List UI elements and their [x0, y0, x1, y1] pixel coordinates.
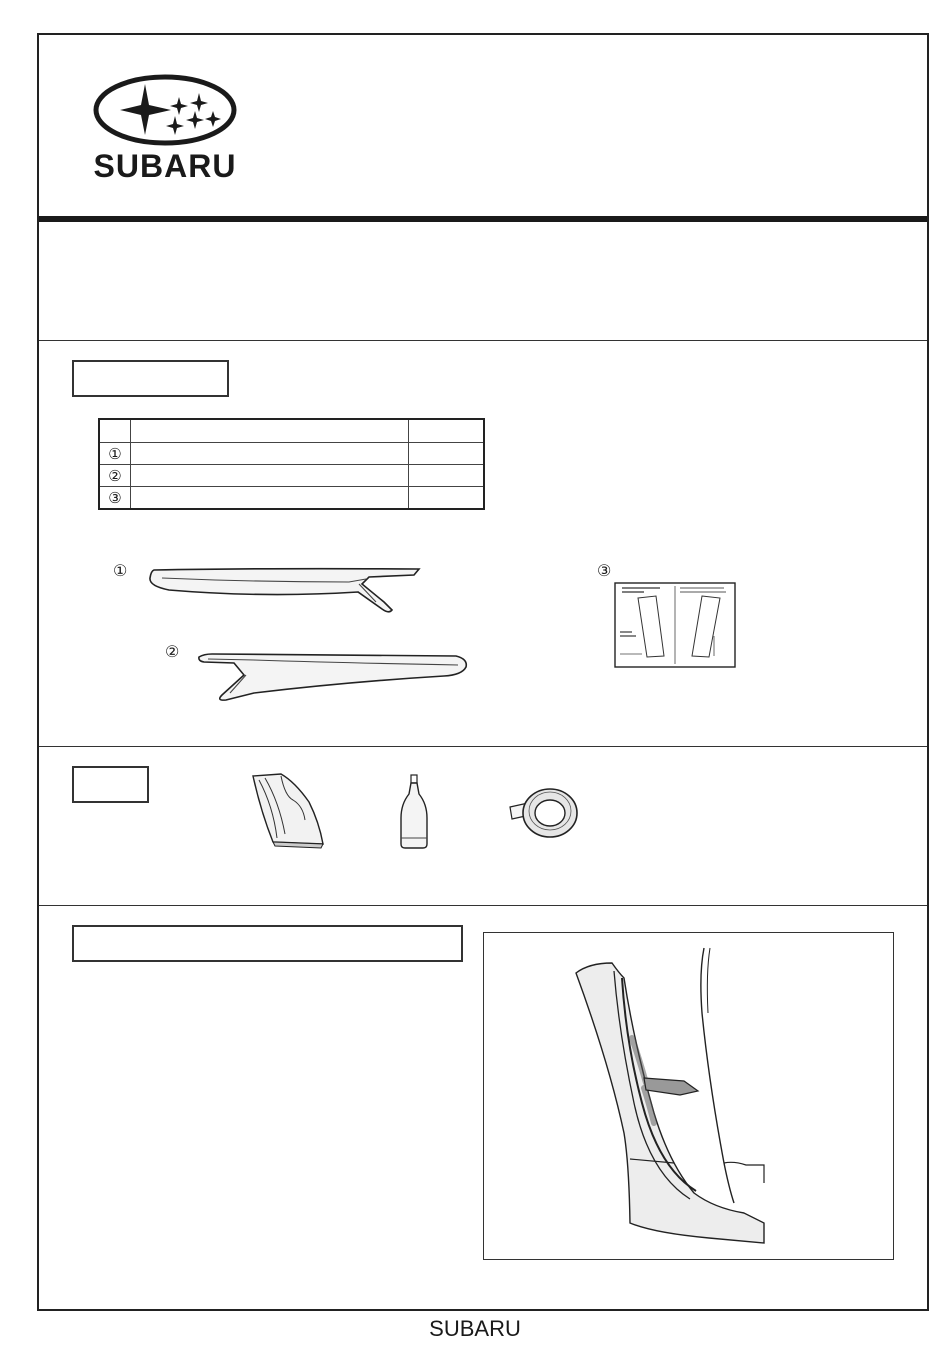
header-divider [39, 216, 927, 222]
subaru-logo [75, 71, 257, 183]
parts-table [98, 418, 485, 510]
parts-heading-box [72, 360, 229, 397]
section-divider-1 [39, 340, 927, 341]
primer-bottle-icon [399, 774, 429, 850]
table-row [99, 487, 484, 510]
cleaning-cloth-icon [247, 772, 327, 850]
installation-figure [483, 932, 894, 1260]
part1-garnish-illustration [144, 562, 424, 617]
masking-tape-icon [506, 785, 581, 841]
procedure-heading-box [72, 925, 463, 962]
section-divider-2 [39, 746, 927, 747]
part3-template-sheet-illustration [614, 582, 736, 669]
row-number: ② [99, 465, 131, 487]
part3-number: ③ [597, 563, 612, 580]
table-row [99, 465, 484, 487]
part2-garnish-illustration [196, 645, 471, 705]
section-divider-3 [39, 905, 927, 906]
table-header-row [99, 419, 484, 443]
svg-text:SUBARU: SUBARU [93, 148, 237, 183]
row-number: ③ [99, 487, 131, 510]
footer-brand: SUBARU [429, 1316, 521, 1341]
table-row [99, 443, 484, 465]
document-frame [37, 33, 929, 1311]
part2-number: ② [165, 644, 180, 661]
row-number: ① [99, 443, 131, 465]
pillar-illustration [484, 933, 893, 1259]
tools-heading-box [72, 766, 149, 803]
part1-number: ① [113, 563, 128, 580]
